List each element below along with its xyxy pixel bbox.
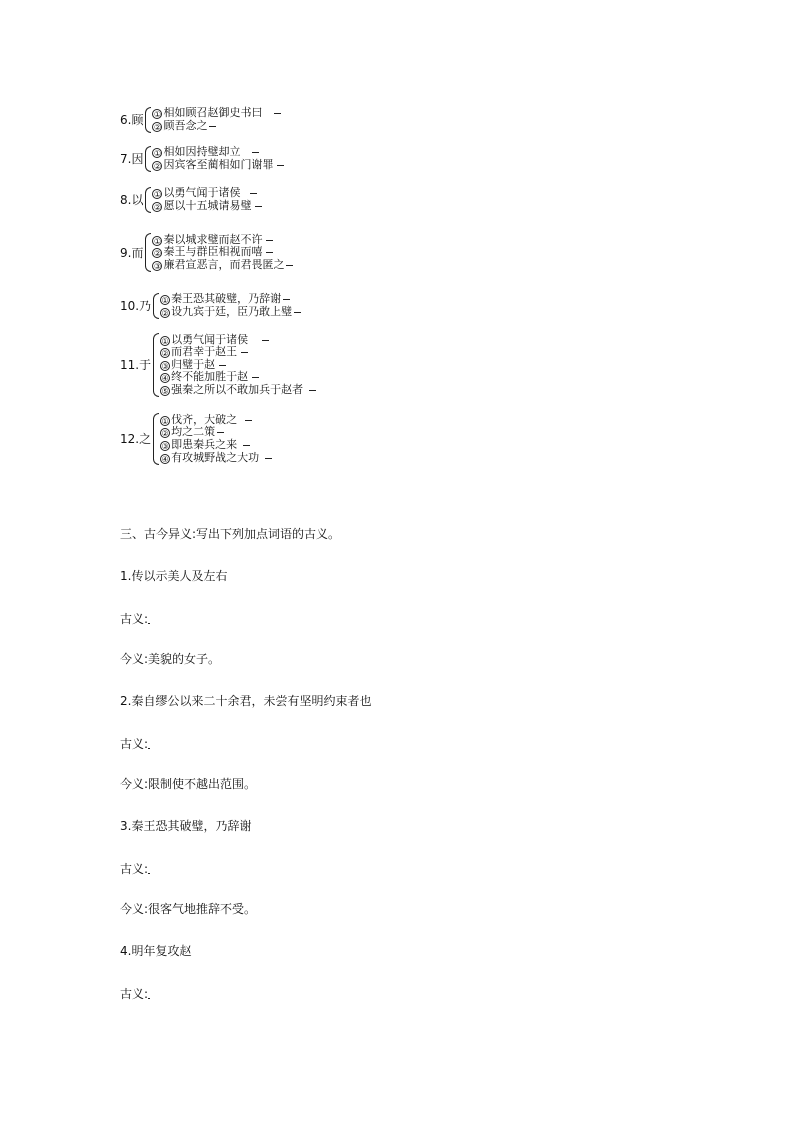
brace-icon (145, 233, 151, 272)
answer-blank[interactable] (283, 299, 290, 300)
usage-line (152, 200, 262, 213)
brace-icon (153, 413, 159, 465)
usage-line (152, 120, 281, 133)
usage-text: 均之二策 (171, 425, 216, 439)
usage-list (152, 187, 262, 212)
circled-number: ① (161, 416, 169, 426)
word-group-gu (120, 107, 281, 133)
usage-text: 有攻城野战之大功 (171, 450, 260, 464)
group-label: 7.因 (120, 152, 144, 166)
question-sentence: 3.秦王恐其破璧，乃辞谢 (120, 819, 252, 833)
answer-blank[interactable] (243, 445, 250, 446)
usage-text: 归璧于赵 (171, 357, 216, 371)
usage-text: 设九宾于廷，臣乃敢上璧 (171, 305, 293, 318)
usage-line (152, 259, 293, 272)
usage-text: 秦王恐其破璧，乃辞谢 (171, 292, 282, 306)
ancient-answer-blank[interactable] (148, 986, 150, 999)
ancient-meaning-row (120, 736, 150, 751)
group-label: 10.乃 (120, 299, 152, 313)
answer-blank[interactable] (294, 312, 301, 313)
usage-text: 终不能加胜于赵 (171, 370, 249, 384)
word-group-nai (120, 293, 301, 319)
ancient-answer-blank[interactable] (148, 861, 150, 874)
word-group-yin (120, 146, 284, 172)
circled-number: ② (161, 349, 169, 359)
usage-text: 秦以城求璧而赵不许 (163, 232, 263, 246)
answer-blank[interactable] (252, 152, 259, 153)
answer-blank[interactable] (209, 126, 216, 127)
answer-blank[interactable] (286, 265, 293, 266)
modern-meaning: 今义:美貌的女子。 (120, 652, 221, 666)
answer-blank[interactable] (266, 252, 273, 253)
usage-text: 强秦之所以不敢加兵于赵者 (171, 382, 304, 396)
usage-list (152, 234, 293, 272)
circled-number: ① (153, 149, 162, 159)
usage-list (152, 107, 281, 132)
answer-blank[interactable] (266, 240, 273, 241)
section-heading: 三、古今异义:写出下列加点词语的古义。 (120, 527, 341, 541)
circled-number: ② (161, 309, 169, 318)
circled-number: ④ (161, 454, 169, 464)
circled-number: ① (161, 336, 169, 346)
word-group-zhi (120, 413, 272, 465)
answer-blank[interactable] (277, 165, 284, 166)
circled-number: ① (161, 296, 169, 306)
usage-list (160, 334, 316, 397)
brace-icon (153, 333, 159, 397)
circled-number: ③ (153, 261, 162, 271)
usage-list (160, 293, 301, 318)
group-label: 6.顾 (120, 113, 144, 127)
circled-number: ④ (161, 374, 169, 384)
ancient-label: 古义: (120, 737, 149, 751)
answer-blank[interactable] (245, 420, 252, 421)
brace-icon (145, 146, 151, 172)
circled-number: ③ (161, 361, 169, 371)
ancient-answer-blank[interactable] (148, 611, 150, 624)
usage-line (160, 384, 316, 397)
answer-blank[interactable] (241, 352, 248, 353)
circled-number: ② (161, 429, 169, 439)
modern-meaning: 今义:限制使不越出范围。 (120, 777, 257, 791)
answer-blank[interactable] (265, 458, 272, 459)
usage-text: 而君幸于赵王 (171, 345, 238, 359)
circled-number: ③ (161, 442, 169, 451)
usage-text: 伐齐，大破之 (171, 412, 238, 426)
brace-icon (153, 293, 159, 319)
circled-number: ② (153, 203, 162, 212)
answer-blank[interactable] (217, 432, 224, 433)
group-label: 12.之 (120, 432, 152, 446)
ancient-meaning-row (120, 611, 150, 626)
question-sentence: 2.秦自缪公以来二十余君，未尝有坚明约束者也 (120, 694, 372, 708)
usage-line (160, 306, 301, 319)
usage-list (160, 414, 272, 464)
answer-blank[interactable] (252, 377, 259, 378)
circled-number: ② (153, 123, 162, 132)
usage-text: 秦王与群臣相视而嘻 (163, 245, 263, 259)
usage-text: 愿以十五城请易璧 (163, 199, 252, 212)
circled-number: ① (153, 110, 162, 120)
usage-text: 相如顾召赵御史书曰 (163, 106, 263, 120)
usage-text: 以勇气闻于诸侯 (171, 332, 249, 346)
word-group-yu (120, 333, 316, 397)
ancient-meaning-row (120, 861, 150, 876)
group-label: 9.而 (120, 245, 144, 260)
circled-number: ① (153, 190, 162, 200)
ancient-label: 古义: (120, 987, 149, 1001)
circled-number: ② (153, 249, 162, 259)
ancient-label: 古义: (120, 612, 149, 626)
ancient-answer-blank[interactable] (148, 736, 150, 749)
modern-meaning: 今义:很客气地推辞不受。 (120, 902, 257, 916)
answer-blank[interactable] (262, 340, 269, 341)
question-sentence: 4.明年复攻赵 (120, 944, 192, 958)
ancient-meaning-row (120, 986, 150, 1001)
usage-text: 以勇气闻于诸侯 (163, 186, 241, 200)
usage-text: 相如因持璧却立 (163, 145, 241, 159)
group-label: 11.于 (120, 358, 152, 372)
answer-blank[interactable] (274, 113, 281, 114)
answer-blank[interactable] (219, 365, 226, 366)
brace-icon (145, 107, 151, 133)
question-sentence: 1.传以示美人及左右 (120, 569, 228, 583)
circled-number: ① (153, 236, 162, 246)
usage-text: 即患秦兵之来 (171, 438, 238, 451)
word-group-yi (120, 187, 262, 213)
usage-line (152, 159, 284, 172)
usage-text: 廉君宣恶言，而君畏匿之 (163, 257, 285, 271)
usage-text: 顾吾念之 (163, 119, 208, 132)
circled-number: ⑤ (161, 386, 169, 396)
answer-blank[interactable] (250, 193, 257, 194)
circled-number: ② (153, 162, 162, 171)
word-group-er (120, 233, 293, 272)
group-label: 8.以 (120, 193, 144, 207)
ancient-label: 古义: (120, 862, 149, 876)
answer-blank[interactable] (255, 206, 262, 207)
usage-line (160, 452, 272, 465)
answer-blank[interactable] (309, 390, 316, 391)
usage-list (152, 146, 284, 171)
usage-text: 因宾客至蔺相如门谢罪 (163, 158, 274, 171)
brace-icon (145, 187, 151, 213)
